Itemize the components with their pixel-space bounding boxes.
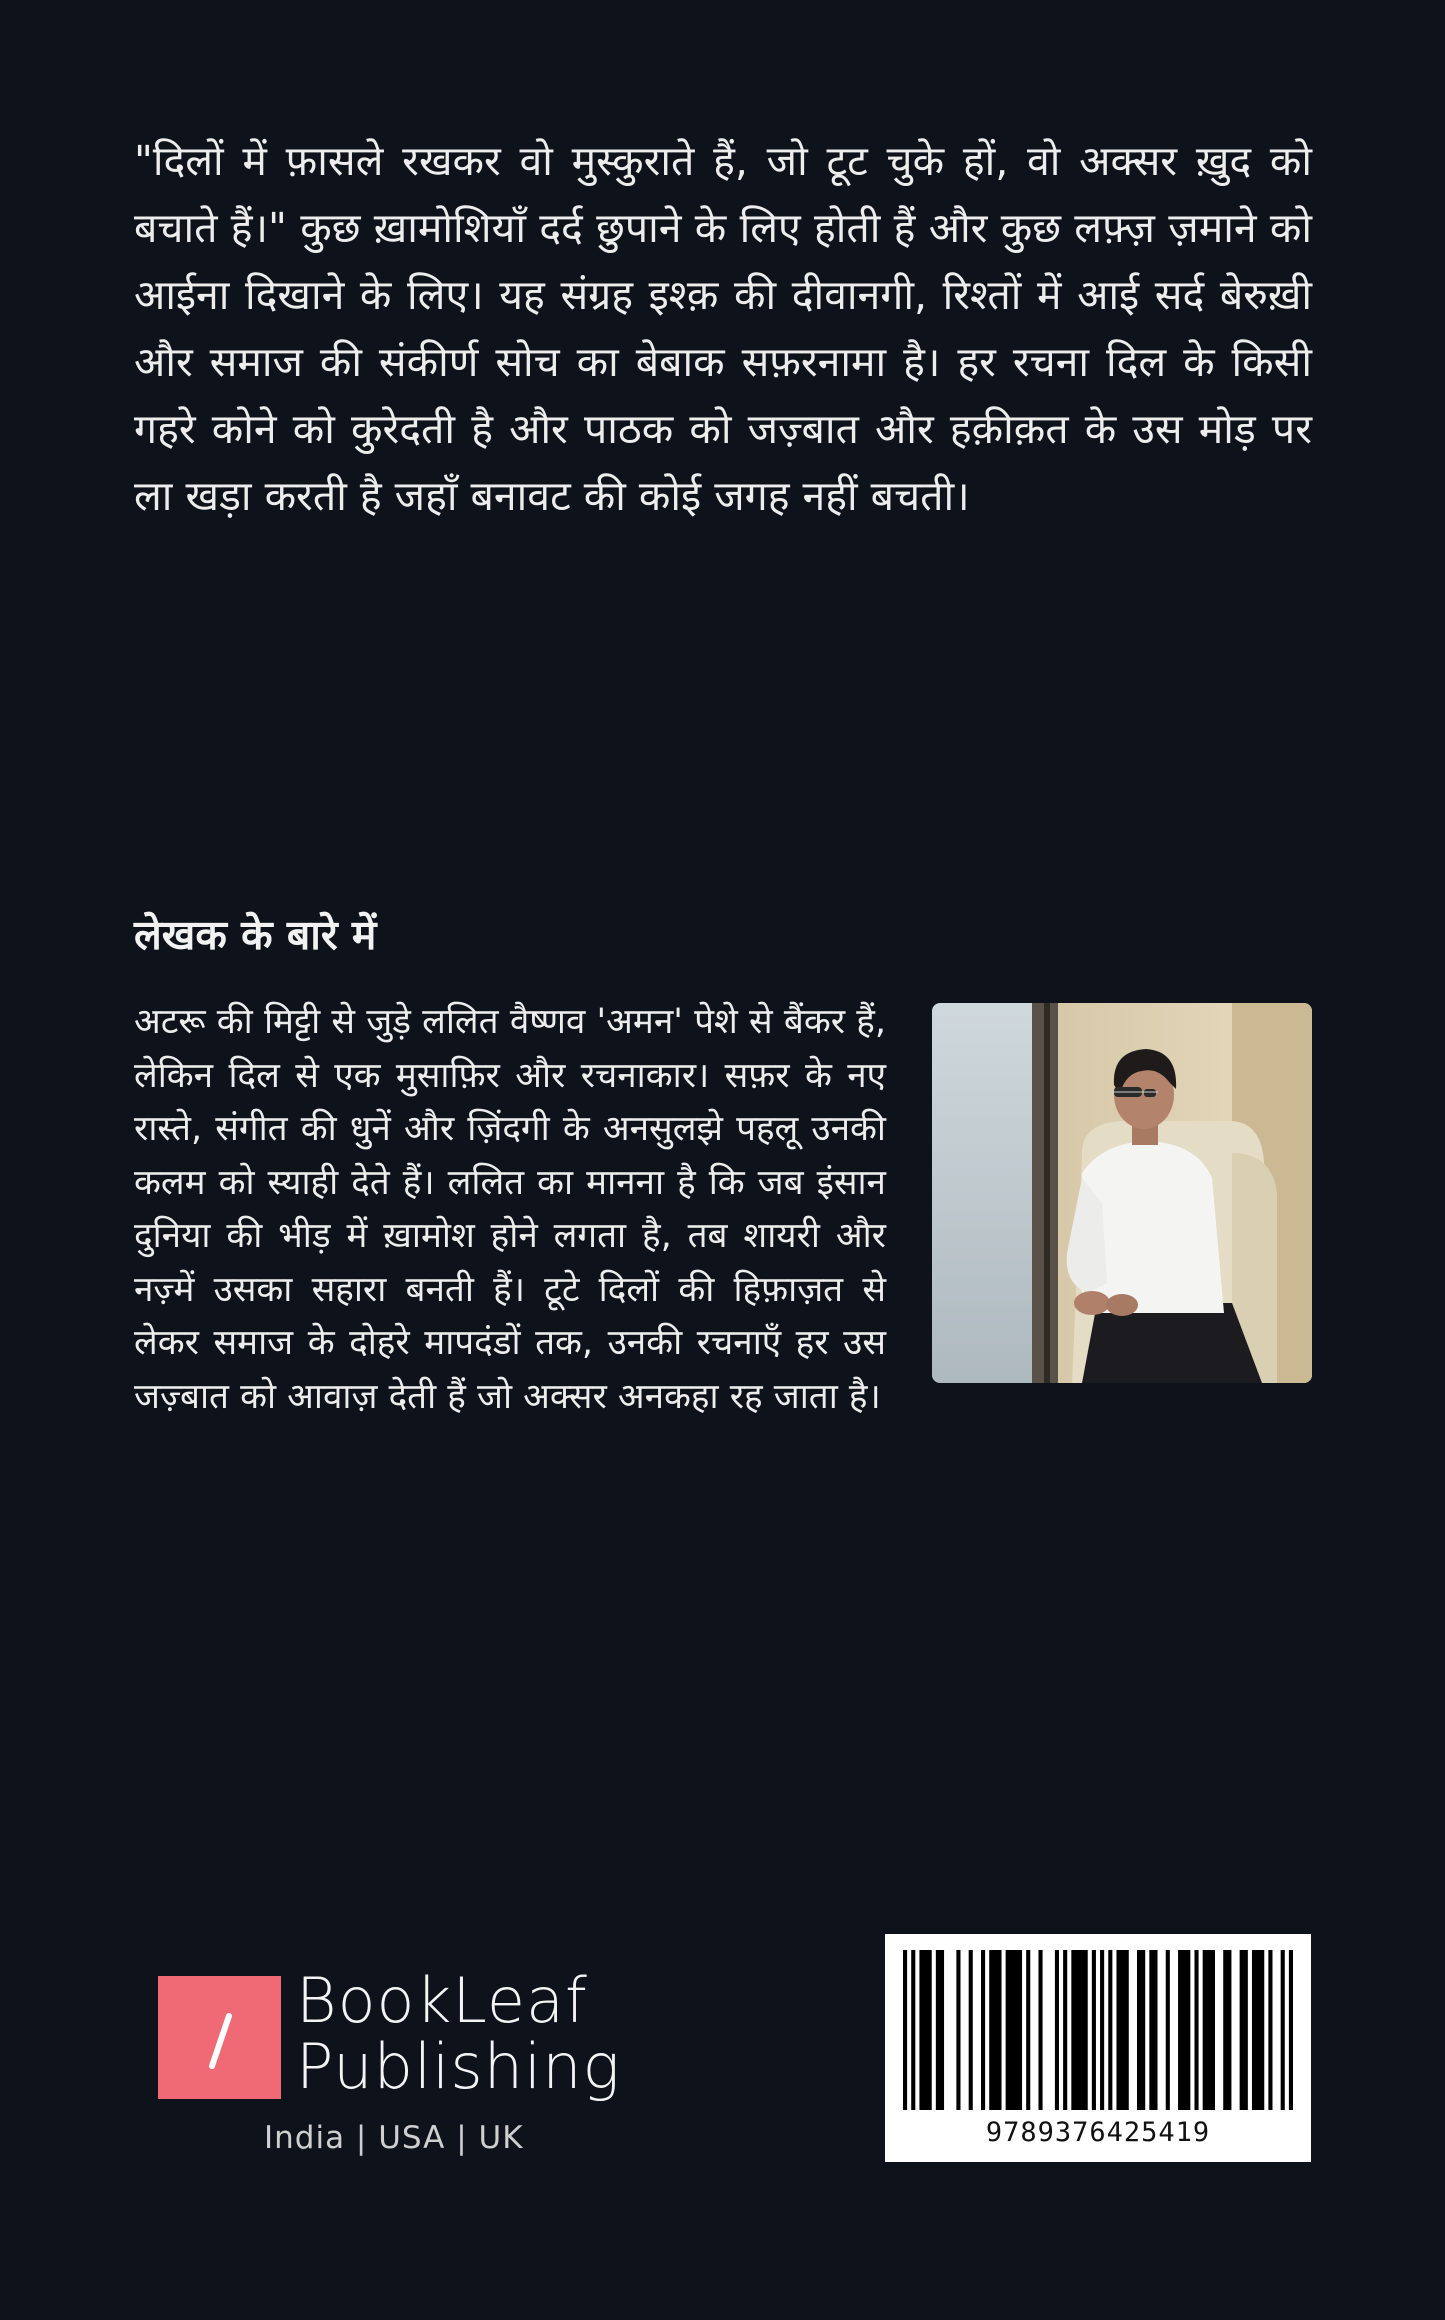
barcode-bar	[911, 1950, 915, 2110]
barcode-bar	[956, 1950, 960, 2110]
barcode-bar	[1092, 1950, 1096, 2110]
barcode-bar	[1289, 1950, 1293, 2110]
barcode-bar	[1268, 1950, 1272, 2110]
barcode-bar	[1038, 1950, 1042, 2110]
barcode-bar	[903, 1950, 907, 2110]
author-bio: अटरू की मिट्टी से जुड़े ललित वैष्णव 'अमन' पेशे से बैंकर हैं, लेकिन दिल से एक मुसाफ़िर और रचनाकार। सफ़र के नए रास्ते, संगीत की धुनें और ज़िंदगी के अनसुलझे पहलू उनकी कलम को स्याही देते हैं। ललित का मानना है कि जब इंसान दुनिया की भीड़ में ख़ामोश होने लगता है, तब शायरी और नज़्में उसका सहारा बनती हैं। टूटे दिलों की हिफ़ाज़त से लेकर समाज के दोहरे मापदंडों तक, उनकी रचनाएँ हर उस जज़्बात को आवाज़ देती हैं जो अक्सर अनकहा रह जाता है।	[134, 1002, 886, 1417]
barcode-bar	[1063, 1950, 1067, 2110]
barcode-bar	[1071, 1950, 1087, 2110]
barcode-bar	[1055, 1950, 1059, 2110]
barcode-bar	[1223, 1950, 1231, 2110]
isbn-barcode	[885, 1934, 1311, 2162]
barcode-bar	[919, 1950, 931, 2110]
barcode-bar	[969, 1950, 973, 2110]
barcode-bar	[989, 1950, 1001, 2110]
barcode-bar	[1116, 1950, 1128, 2110]
barcode-bar	[1100, 1950, 1104, 2110]
barcode-bar	[1137, 1950, 1145, 2110]
isbn-number: 9789376425419	[985, 2117, 1211, 2148]
publisher-logo	[158, 1964, 621, 2170]
back-cover-blurb: "दिलों में फ़ासले रखकर वो मुस्कुराते हैं, जो टूट चुके हों, वो अक्सर ख़ुद को बचाते हैं।" कुछ ख़ामोशियाँ दर्द छुपाने के लिए होती हैं और कुछ लफ़्ज़ ज़माने को आईना दिखाने के लिए। यह संग्रह इश्क़ की दीवानगी, रिश्तों में आई सर्द बेरुख़ी और समाज की संकीर्ण सोच का बेबाक सफ़रनामा है। हर रचना दिल के किसी गहरे कोने को कुरेदती है और पाठक को जज़्बात और हक़ीक़त के उस मोड़ पर ला खड़ा करती है जहाँ बनावट की कोई जगह नहीं बचती।	[134, 137, 1312, 520]
barcode-bar	[1281, 1950, 1285, 2110]
barcode-bar	[1240, 1950, 1248, 2110]
publisher-name-line1: BookLeaf	[296, 1964, 588, 2037]
publisher-name-line2: Publishing	[296, 2030, 621, 2103]
barcode-bar	[1166, 1950, 1170, 2110]
about-author-heading: लेखक के बारे में	[134, 911, 377, 959]
barcode-bar	[1252, 1950, 1264, 2110]
publisher-mark-icon	[158, 1976, 281, 2099]
publisher-regions: India | USA | UK	[264, 2120, 524, 2156]
barcode-bar	[1194, 1950, 1198, 2110]
barcode-bar	[1178, 1950, 1190, 2110]
barcode-bar	[936, 1950, 944, 2110]
barcode-bar	[1149, 1950, 1157, 2110]
barcode-bar	[1026, 1950, 1030, 2110]
barcode-bar	[981, 1950, 985, 2110]
barcode-bar	[1006, 1950, 1022, 2110]
barcode-bar	[1203, 1950, 1215, 2110]
author-photo	[932, 1003, 1312, 1383]
barcode-bar	[1108, 1950, 1112, 2110]
